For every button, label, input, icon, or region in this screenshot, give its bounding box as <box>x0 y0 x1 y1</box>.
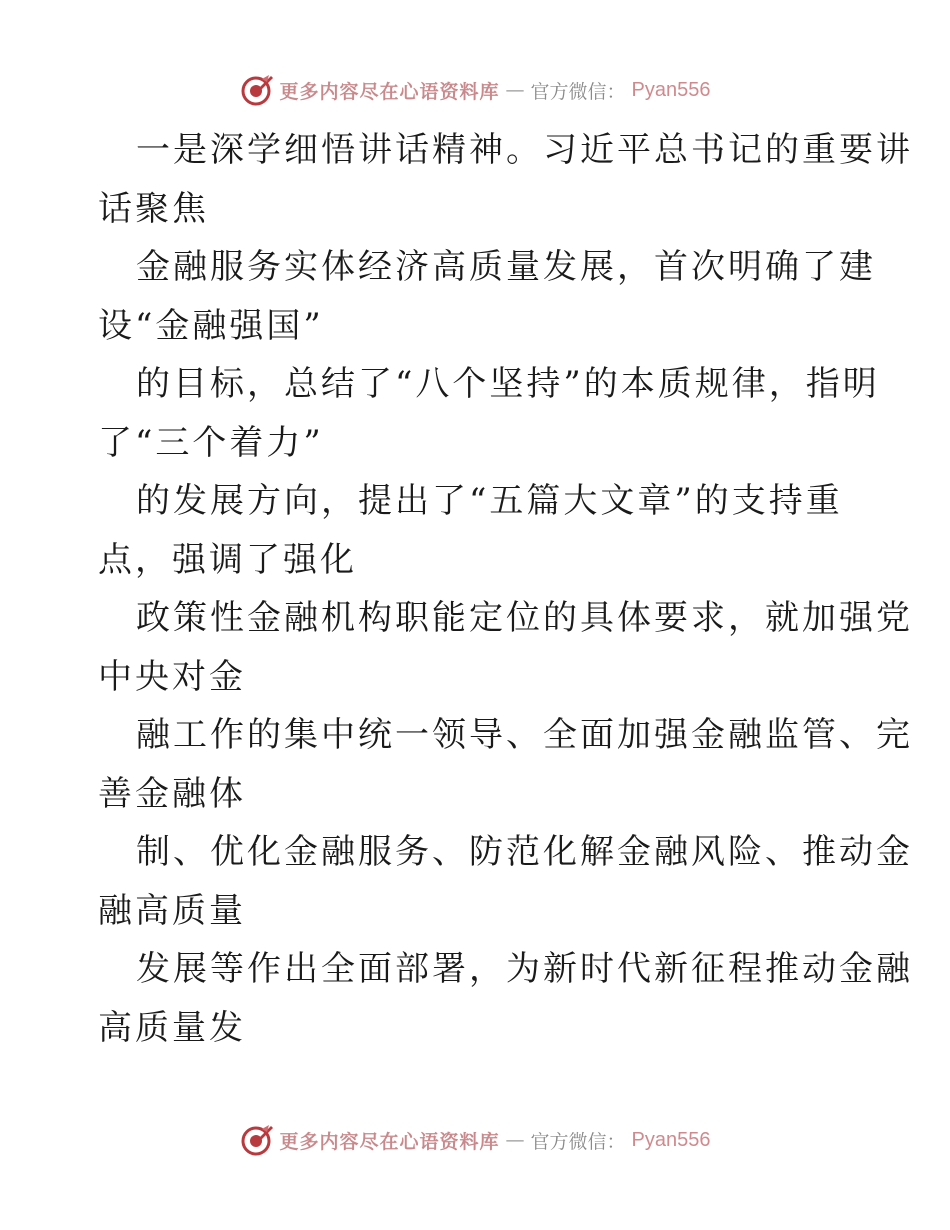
footer-watermark <box>0 1120 950 1160</box>
text-line: 发展等作出全面部署，为新时代新征程推动金融 <box>136 949 913 989</box>
watermark-text: 更多内容尽在心语资料库 <box>279 80 500 103</box>
watermark-wechat-id: Pyan556 <box>631 1128 711 1151</box>
text-line: 设“金融强国” <box>98 305 324 346</box>
text-line: 善金融体 <box>98 773 246 814</box>
text-line: 话聚焦 <box>98 188 209 229</box>
text-line: 的目标，总结了“八个坚持”的本质规律，指明 <box>136 364 880 404</box>
header-watermark <box>0 70 950 110</box>
quill-pen-logo-icon <box>240 1123 274 1157</box>
text-line: 金融服务实体经济高质量发展，首次明确了建 <box>136 247 876 287</box>
watermark-separator: — <box>505 1129 525 1151</box>
text-line: 政策性金融机构职能定位的具体要求，就加强党 <box>136 598 913 638</box>
text-line: 了“三个着力” <box>98 422 324 463</box>
watermark-separator: — <box>505 79 525 101</box>
watermark-wechat-label: 官方微信： <box>530 80 626 103</box>
text-line: 制、优化金融服务、防范化解金融风险、推动金 <box>136 832 913 872</box>
document-body <box>98 121 913 1057</box>
text-line: 融高质量 <box>98 890 246 931</box>
text-line: 一是深学细悟讲话精神。习近平总书记的重要讲 <box>136 130 913 170</box>
text-line: 融工作的集中统一领导、全面加强金融监管、完 <box>136 715 913 755</box>
watermark-text: 更多内容尽在心语资料库 <box>279 1130 500 1153</box>
text-line: 高质量发 <box>98 1007 246 1048</box>
watermark-wechat-id: Pyan556 <box>631 78 711 101</box>
text-line: 中央对金 <box>98 656 246 697</box>
text-line: 的发展方向，提出了“五篇大文章”的支持重 <box>136 481 843 521</box>
text-line: 点，强调了强化 <box>98 539 357 580</box>
watermark-wechat-label: 官方微信： <box>530 1130 626 1153</box>
quill-pen-logo-icon <box>240 73 274 107</box>
